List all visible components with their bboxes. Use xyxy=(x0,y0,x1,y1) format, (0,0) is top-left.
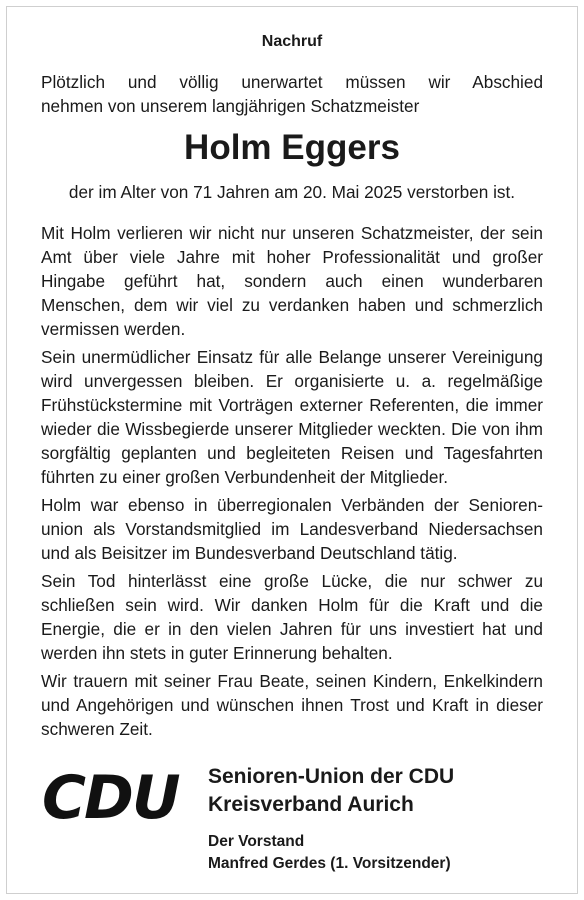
body-paragraph: Sein unermüdlicher Einsatz für alle Belange unserer Vereinigung wird unvergessen bleiben. Er organisierte u. a. regelmäßige Frühstückstermine mit Vorträgen externer Referenten, die immer wieder die Wissbegierde unserer Mitglieder weckten. Die von ihm sorgfältig geplanten und begleiteten Reisen und Tagesfahrten führten zu einer großen Verbundenheit der Mitglieder. xyxy=(41,347,543,487)
notice-heading: Nachruf xyxy=(261,33,323,50)
intro-line: nehmen von unserem langjährigen Schatzmeister xyxy=(41,96,420,116)
intro-line: Plötzlich und völlig unerwartet müssen wir Abschied xyxy=(41,72,543,92)
obituary-body xyxy=(41,221,543,745)
signature-line: Manfred Gerdes (1. Vorsitzender) xyxy=(208,855,451,872)
organization-line: Senioren-Union der CDU xyxy=(208,765,455,788)
organization-line: Kreisverband Aurich xyxy=(208,793,414,816)
organization-name xyxy=(208,763,454,819)
signature-block xyxy=(208,831,451,875)
deceased-name: Holm Eggers xyxy=(184,128,400,167)
intro-text xyxy=(41,70,543,118)
body-paragraph: Sein Tod hinterlässt eine große Lücke, die nur schwer zu schließen sein wird. Wir danken Holm für die Kraft und die Energie, die er in den vielen Jahren für uns investiert hat und werden ihn stets in guter Erinnerung behalten. xyxy=(41,571,543,663)
body-paragraph: Wir trauern mit seiner Frau Beate, seinen Kindern, Enkelkindern und Angehörigen und wünschen ihnen Trost und Kraft in dieser schweren Zeit. xyxy=(41,671,543,739)
signature-line: Der Vorstand xyxy=(208,833,305,850)
body-paragraph: Mit Holm verlieren wir nicht nur unseren Schatzmeister, der sein Amt über viele Jahre mit hoher Professionalität und großer Hingabe geführt hat, sondern auch einen wunderbaren Menschen, dem wir viel zu verdanken haben und schmerzlich vermissen werden. xyxy=(41,223,543,339)
cdu-logo: CDU xyxy=(42,763,179,833)
body-paragraph: Holm war ebenso in überregionalen Verbänden der Seniorenunion als Vorstandsmitglied im Landesverband Niedersachsen und als Beisitzer im Bundesverband Deutschland tätig. xyxy=(41,495,543,563)
death-statement: der im Alter von 71 Jahren am 20. Mai 2025 verstorben ist. xyxy=(68,182,516,202)
